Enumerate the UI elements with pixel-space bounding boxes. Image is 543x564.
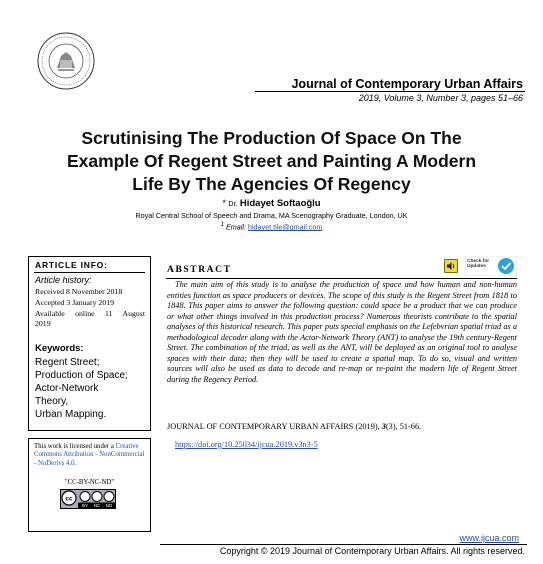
license-code: "CC-BY-NC-ND"	[64, 479, 115, 486]
keyword-item: Theory,	[35, 396, 69, 407]
copyright-notice: Copyright © 2019 Journal of Contemporary Urban Affairs. All rights reserved.	[219, 546, 525, 556]
license-box	[28, 438, 151, 532]
check-for-updates-line-2: Updates	[467, 264, 486, 270]
journal-seal-logo	[37, 32, 95, 90]
received-date: Received 8 November 2018	[35, 287, 123, 296]
check-for-updates-text	[467, 259, 489, 270]
abstract-heading: ABSTRACT	[167, 265, 232, 275]
footer-divider	[160, 544, 527, 545]
email-label: Email:	[225, 222, 246, 232]
journal-issue: 2019, Volume 3, Number 3, pages 51–66	[358, 93, 523, 103]
paper-title-line-3: Life By The Agencies Of Regency	[132, 174, 411, 194]
citation-line	[167, 422, 421, 431]
citation-prefix: JOURNAL OF CONTEMPORARY URBAN AFFAIRS (2019),	[167, 422, 380, 431]
article-history-label: Article history:	[35, 275, 92, 285]
email-marker: 1	[220, 222, 224, 228]
author-line	[0, 198, 543, 209]
paper-title-line-2: Example Of Regent Street and Painting A Modern	[66, 151, 477, 171]
license-link[interactable]: Creative Commons Attribution - NonCommercial - NoDerivs 4.0.	[34, 443, 145, 467]
check-for-updates-line-1: Check for	[467, 259, 490, 264]
author-affiliation: Royal Central School of Speech and Drama, MA Scenography Graduate, London, UK	[135, 211, 408, 220]
abstract-body: The main aim of this study is to analyse the production of space and how human and non-human entities function as space producers or devices. The scope of this study is the Regent Street from 1818 to 1848. This paper aims to answer the following question: could space be a product that we can produce or what other things involved in this production process? Numerous theorists contribute to the spatial analyses of this historical research. This paper puts special emphasis on the Lefebvrian spatial triad as a methodological decoder along with the Actor-Network Theory (ANT) to analyse the 19th century-Regent Street. The combination of the triad, as well as the ANT, will be deployed as an original tool to analyse spaces with their data; then they will be used to create a spatial map. To do so, visual and written sources will also be used as data to decode and re-map or re-paint the modern life of Regent Street during the Regency Period.	[167, 280, 517, 384]
abstract-divider	[166, 278, 517, 279]
header-divider	[255, 91, 525, 92]
license-lead: This work is licensed under a	[34, 443, 114, 450]
journal-name: Journal of Contemporary Urban Affairs	[291, 77, 523, 91]
license-text	[34, 443, 146, 468]
author-name: Hidayet Softaoğlu	[239, 198, 321, 209]
author-marker: *	[222, 198, 226, 208]
author-email-line	[0, 222, 543, 231]
available-online-year: 2019	[35, 319, 51, 328]
cc-nc-label: NC	[93, 503, 101, 509]
keyword-item: Production of Space;	[35, 370, 128, 381]
keyword-item: Regent Street;	[35, 357, 100, 368]
author-prefix: Dr.	[228, 201, 238, 208]
author-email-link[interactable]: hidayet.tile@gmail.com	[247, 222, 323, 232]
audio-speaker-icon[interactable]	[444, 259, 458, 273]
article-info-box	[28, 256, 151, 431]
journal-website-link[interactable]: www.ijcua.com	[459, 533, 519, 543]
cc-by-label: BY	[81, 503, 89, 509]
svg-text:cc: cc	[65, 495, 73, 503]
citation-suffix: (3), 51-66.	[385, 422, 422, 431]
available-online-date: Available online 11 August	[35, 309, 145, 318]
keywords-label: Keywords:	[35, 343, 84, 354]
keyword-item: Urban Mapping.	[35, 409, 107, 420]
article-info-divider	[34, 272, 145, 273]
article-info-heading: ARTICLE INFO:	[35, 260, 108, 270]
keyword-item: Actor-Network	[35, 383, 99, 394]
doi-link[interactable]: https://doi.org/10.25034/ijcua.2019.v3n3-5	[175, 440, 318, 449]
paper-title-line-1: Scrutinising The Production Of Space On The	[81, 128, 462, 148]
accepted-date: Accepted 3 January 2019	[35, 298, 115, 307]
citation-volume: 3	[381, 422, 386, 431]
cc-nd-label: ND	[105, 503, 113, 509]
cc-by-nc-nd-badge-icon	[60, 489, 116, 509]
